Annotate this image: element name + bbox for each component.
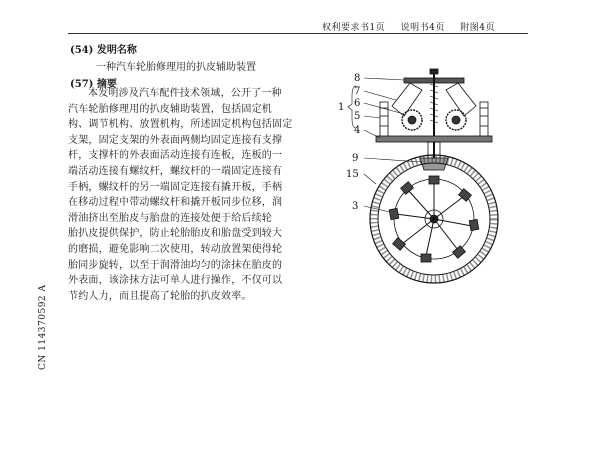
frame-left	[380, 102, 388, 138]
figure-label: 1	[338, 102, 345, 113]
figure-label: 6	[354, 98, 361, 109]
frame-right	[480, 102, 488, 138]
page-count-header	[310, 20, 495, 33]
abstract-line: 端活动连接有螺纹杆，螺纹杆的一端固定连接有	[68, 165, 283, 177]
abstract-line: 胎同步旋转，以至于润滑油均匀的涂抹在胎皮的	[68, 259, 283, 271]
patent-drawing	[332, 66, 512, 296]
clamp	[421, 254, 431, 262]
figure-label: 9	[352, 153, 359, 164]
clamp	[401, 182, 414, 195]
figure-label: 4	[354, 125, 361, 136]
claims-page-count: 权利要求书1页	[322, 23, 386, 33]
clamp	[393, 238, 406, 251]
publication-number: CN 114370592 A	[38, 284, 48, 370]
abstract-line: 构、调节机构、放置机构，所述固定机构包括固定	[68, 119, 293, 131]
figure-label: 5	[354, 111, 361, 122]
figure-label: 7	[354, 86, 361, 97]
clamp	[429, 176, 439, 184]
header-divider	[68, 33, 528, 34]
abstract-line: 胎扒皮提供保护，防止轮胎胎皮和胎盘受到较大	[68, 228, 283, 240]
abstract-line: 支架，固定支架的外表面两侧均固定连接有支撑	[68, 134, 283, 146]
abstract-line: 的磨损，避免影响二次使用，转动放置架使得轮	[68, 243, 283, 255]
abstract-line: 杆，支撑杆的外表面活动连接有连板，连板的一	[68, 150, 283, 162]
abstract-line: 手柄，螺纹杆的另一端固定连接有撬开板，手柄	[68, 181, 283, 193]
figure-label: 3	[352, 201, 359, 212]
abstract-text	[68, 86, 293, 304]
figure-label: 15	[346, 169, 359, 180]
abstract-line: 汽车轮胎修理用的扒皮辅助装置，包括固定机	[68, 103, 272, 115]
description-page-count: 说明书4页	[400, 23, 445, 33]
abstract-line: 本发明涉及汽车配件技术领域，公开了一种	[88, 88, 282, 99]
drawings-page-count: 附图4页	[460, 23, 495, 33]
abstract-line: 外表面，该涂抹方法可单人进行操作，不仅可以	[68, 275, 283, 287]
abstract-label: (57) 摘要	[70, 79, 117, 90]
abstract-line: 节约人力，而且提高了轮胎的扒皮效率。	[68, 290, 252, 302]
clamp	[389, 208, 399, 219]
figure-label: 8	[354, 73, 361, 84]
clamp	[453, 246, 466, 259]
abstract-line: 滑油挤出至胎皮与胎盘的连接处便于给后续轮	[68, 212, 272, 224]
clamp	[469, 219, 479, 230]
invention-title: 一种汽车轮胎修理用的扒皮辅助装置	[96, 62, 256, 73]
abstract-line: 在移动过程中带动螺纹杆和撬开板同步位移，润	[68, 197, 283, 209]
base-plate	[376, 136, 492, 142]
invention-name-label: (54) 发明名称	[70, 45, 137, 56]
